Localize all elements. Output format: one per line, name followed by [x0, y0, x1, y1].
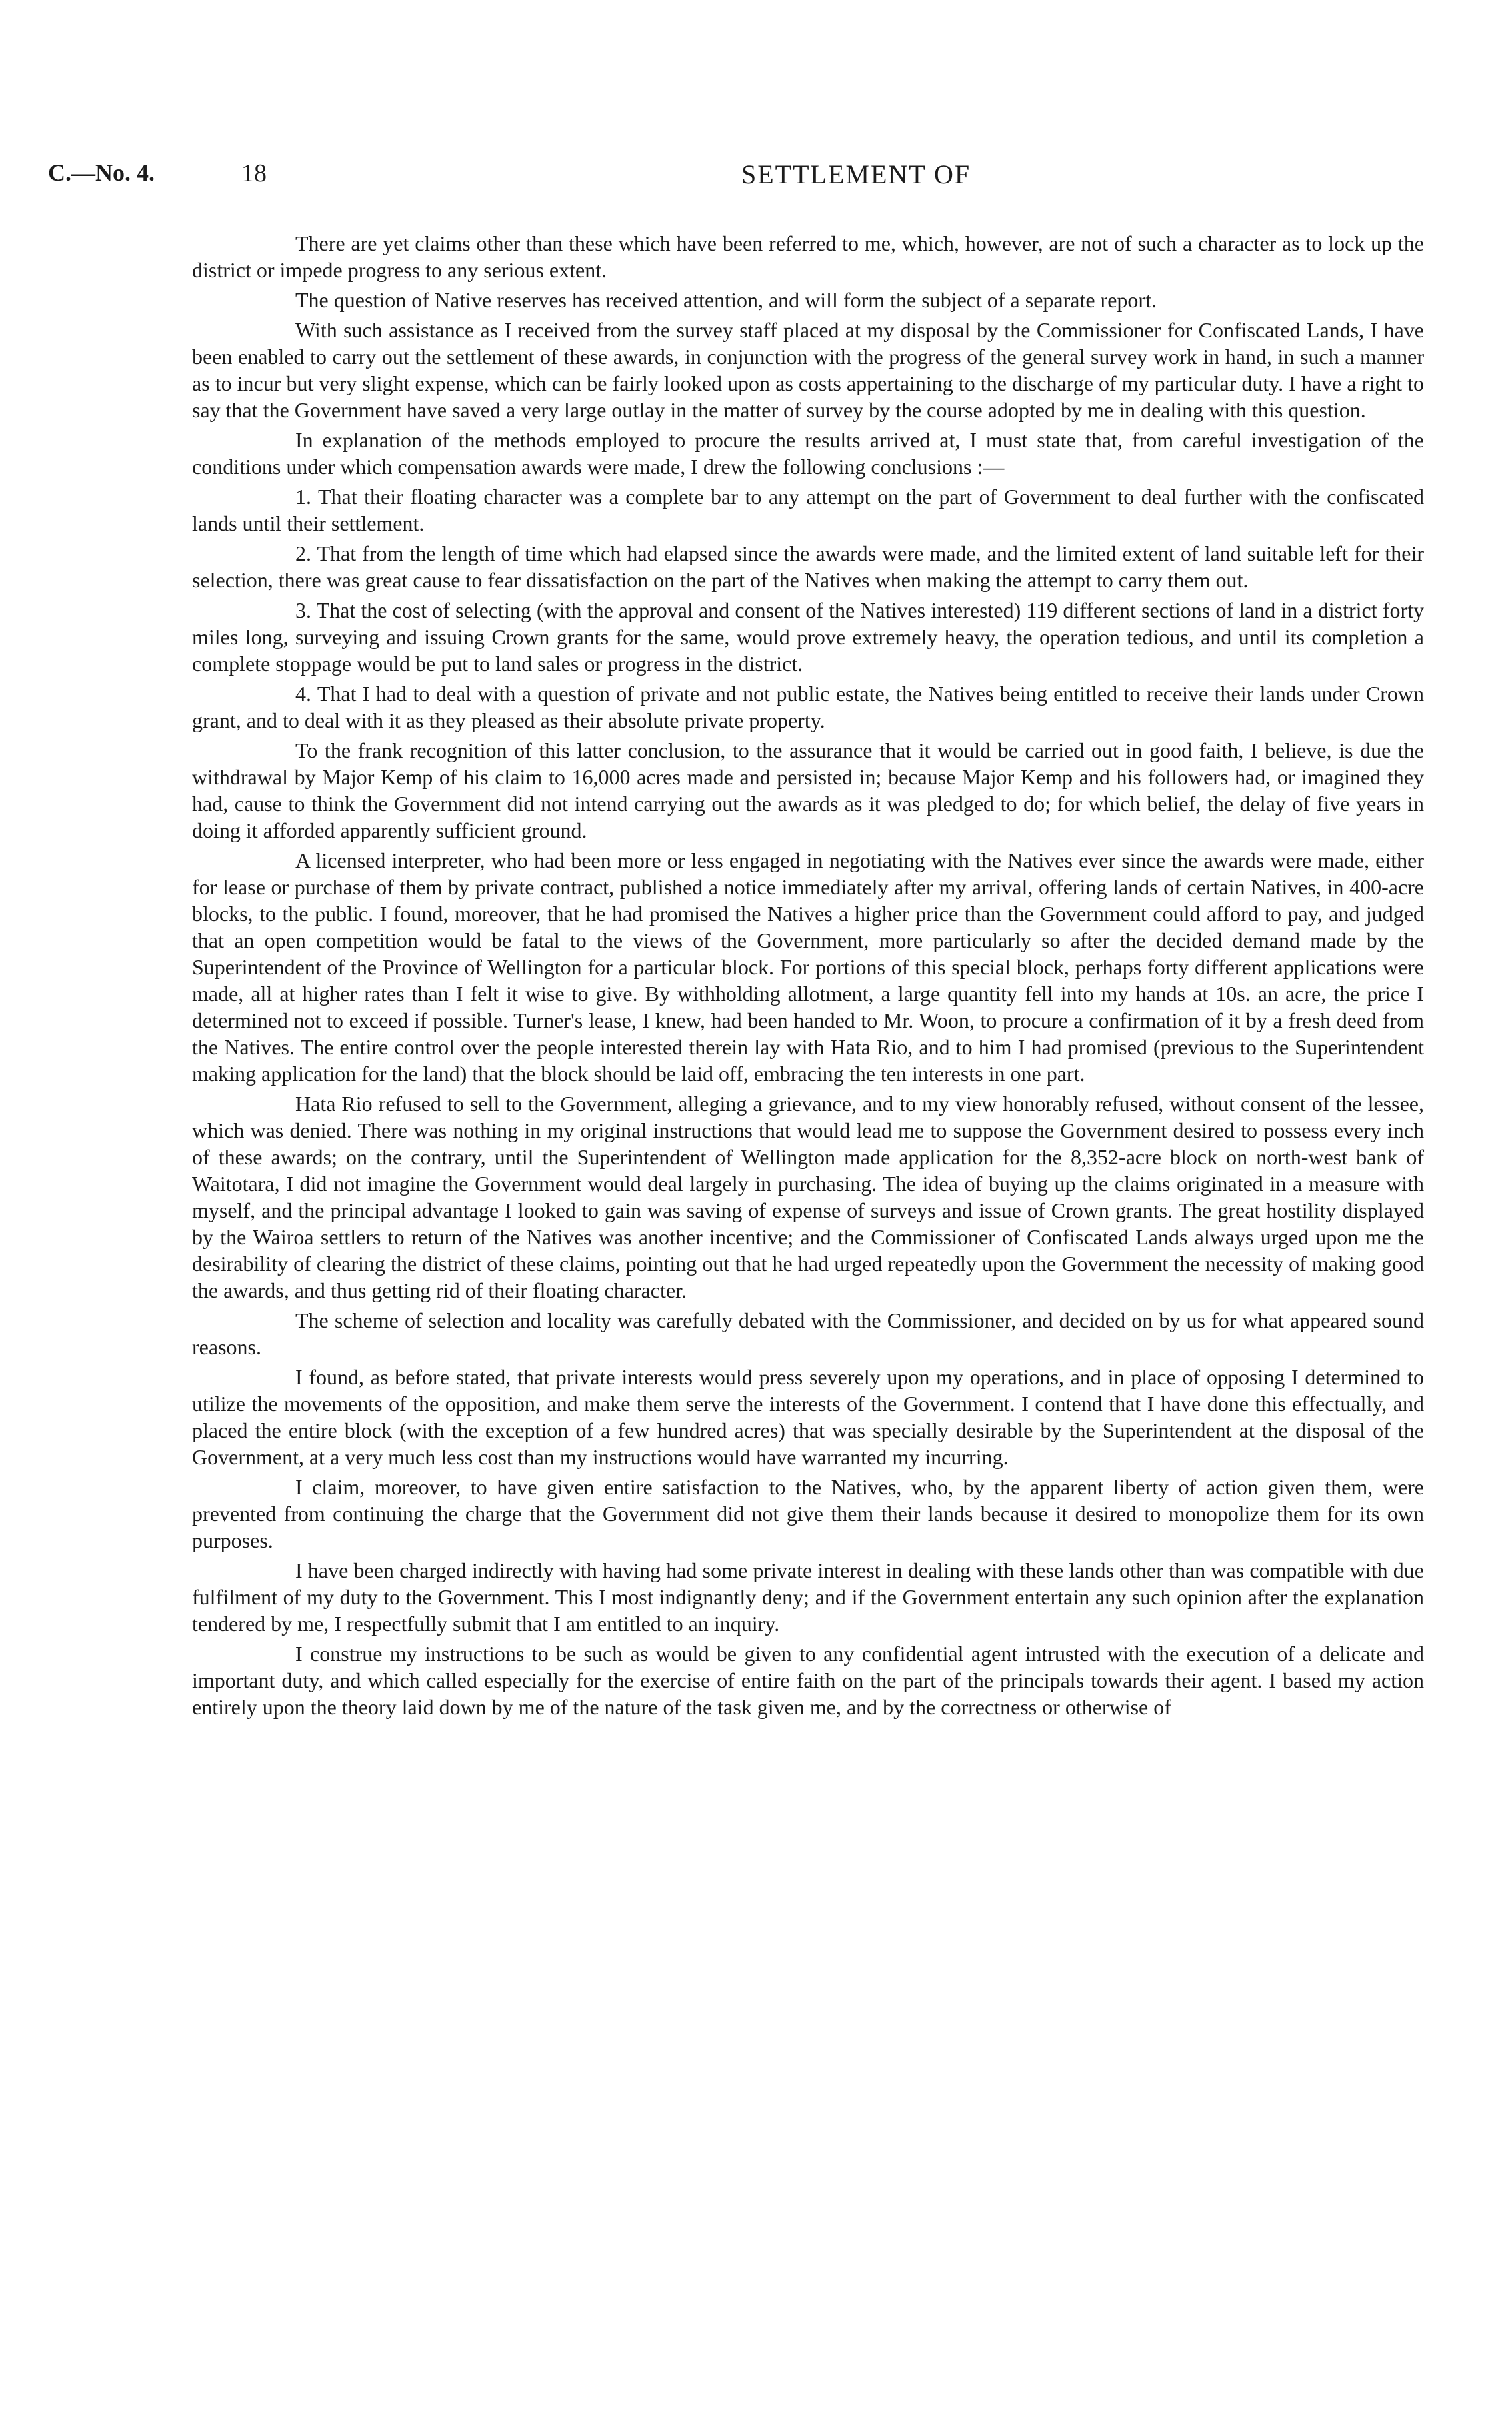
numbered-conclusion: 4. That I had to deal with a question of private and not public estate, the Natives being entitled to receive their lands under Crown grant, and to deal with it as they pleased as their absolute private property. — [192, 682, 1424, 732]
document-reference: C.—No. 4. — [48, 159, 155, 186]
paragraph: I claim, moreover, to have given entire satisfaction to the Natives, who, by the apparent liberty of action given them, were prevented from continuing the charge that the Government did not give them their lands because it desired to monopolize them for its own purposes. — [192, 1475, 1424, 1552]
paragraph: I found, as before stated, that private interests would press severely upon my operations, and in place of opposing I determined to utilize the movements of the opposition, and make them serve the interests of the Government. I contend that I have done this effectually, and placed the entire block (with the exception of a few hundred acres) that was specially desirable by the Superintendent at the disposal of the Government, at a very much less cost than my instructions would have warranted my incurring. — [192, 1365, 1424, 1469]
page-header — [48, 159, 1421, 199]
paragraph: The scheme of selection and locality was carefully debated with the Commissioner, and decided on by us for what appeared sound reasons. — [192, 1308, 1424, 1359]
page-number: 18 — [241, 159, 267, 187]
numbered-conclusion: 2. That from the length of time which had elapsed since the awards were made, and the limited extent of land suitable left for their selection, there was great cause to fear dissatisfaction on the part of the Natives when making the attempt to carry them out. — [192, 541, 1424, 592]
paragraph: I have been charged indirectly with having had some private interest in dealing with these lands other than was compatible with due fulfilment of my duty to the Government. This I most indignantly deny; and if the Government entertain any such opinion after the explanation tendered by me, I respectfully submit that I am entitled to an inquiry. — [192, 1558, 1424, 1636]
numbered-conclusion: 1. That their floating character was a complete bar to any attempt on the part of Government to deal further with the confiscated lands until their settlement. — [192, 485, 1424, 535]
running-title: SETTLEMENT OF — [741, 159, 971, 189]
paragraph: I construe my instructions to be such as would be given to any confidential agent intrusted with the execution of a delicate and important duty, and which called especially for the exercise of entire faith on the part of the principals towards their agent. I based my action entirely upon the theory laid down by me of the nature of the task given me, and by the correctness or otherwise of — [192, 1642, 1424, 1719]
paragraph: There are yet claims other than these which have been referred to me, which, however, are not of such a character as to lock up the district or impede progress to any serious extent. — [192, 231, 1424, 282]
paragraph: The question of Native reserves has received attention, and will form the subject of a separate report. — [295, 288, 1157, 312]
numbered-conclusion: 3. That the cost of selecting (with the approval and consent of the Natives interested) 119 different sections of land in a district forty miles long, surveying and issuing Crown grants for the same, would prove extremely heavy, the operation tedious, and until its completion a complete stoppage would be put to land sales or progress in the district. — [192, 598, 1424, 676]
paragraph: Hata Rio refused to sell to the Government, alleging a grievance, and to my view honorably refused, without consent of the lessee, which was denied. There was nothing in my original instructions that would lead me to suppose the Government desired to possess every inch of these awards; on the contrary, until the Superintendent of Wellington made application for the 8,352-acre block on north-west bank of Waitotara, I did not imagine the Government would deal largely in purchasing. The idea of buying up the claims originated in a measure with myself, and the principal advantage I looked to gain was saving of expense of surveys and issue of Crown grants. The great hostility displayed by the Wairoa settlers to return of the Natives was another incentive; and the Commissioner of Confiscated Lands always urged upon me the desirability of clearing the district of these claims, pointing out that he had urged repeatedly upon the Government the necessity of making good the awards, and thus getting rid of their floating character. — [192, 1092, 1424, 1302]
paragraph: With such assistance as I received from the survey staff placed at my disposal by the Commissioner for Confiscated Lands, I have been enabled to carry out the settlement of these awards, in conjunction with the progress of the general survey work in hand, in such a manner as to incur but very slight expense, which can be fairly looked upon as costs appertaining to the discharge of my particular duty. I have a right to say that the Government have saved a very large outlay in the matter of survey by the course adopted by me in dealing with this question. — [192, 318, 1424, 422]
paragraph: To the frank recognition of this latter conclusion, to the assurance that it would be carried out in good faith, I believe, is due the withdrawal by Major Kemp of his claim to 16,000 acres made and persisted in; because Major Kemp and his followers had, or imagined they had, cause to think the Government did not intend carrying out the awards as it was pledged to do; for which belief, the delay of five years in doing it afforded apparently sufficient ground. — [192, 738, 1424, 842]
paragraph: In explanation of the methods employed to procure the results arrived at, I must state that, from careful investigation of the conditions under which compensation awards were made, I drew the following conclusions :— — [192, 428, 1424, 479]
body-text — [192, 230, 1424, 1724]
paragraph: A licensed interpreter, who had been more or less engaged in negotiating with the Natives ever since the awards were made, either for lease or purchase of them by private contract, published a notice immediately after my arrival, offering lands of certain Natives, in 400-acre blocks, to the public. I found, moreover, that he had promised the Natives a higher price than the Government could afford to pay, and judged that an open competition would be fatal to the views of the Government, more particularly so after the decided demand made by the Superintendent of the Province of Wellington for a particular block. For portions of this special block, perhaps forty different applications were made, all at higher rates than I felt it wise to give. By withholding allotment, a large quantity fell into my hands at 10s. an acre, the price I determined not to exceed if possible. Turner's lease, I knew, had been handed to Mr. Woon, to procure a confirmation of it by a fresh deed from the Natives. The entire control over the people interested therein lay with Hata Rio, and to him I had promised (previous to the Superintendent making application for the land) that the block should be laid off, embracing the ten interests in one part. — [192, 848, 1424, 1086]
